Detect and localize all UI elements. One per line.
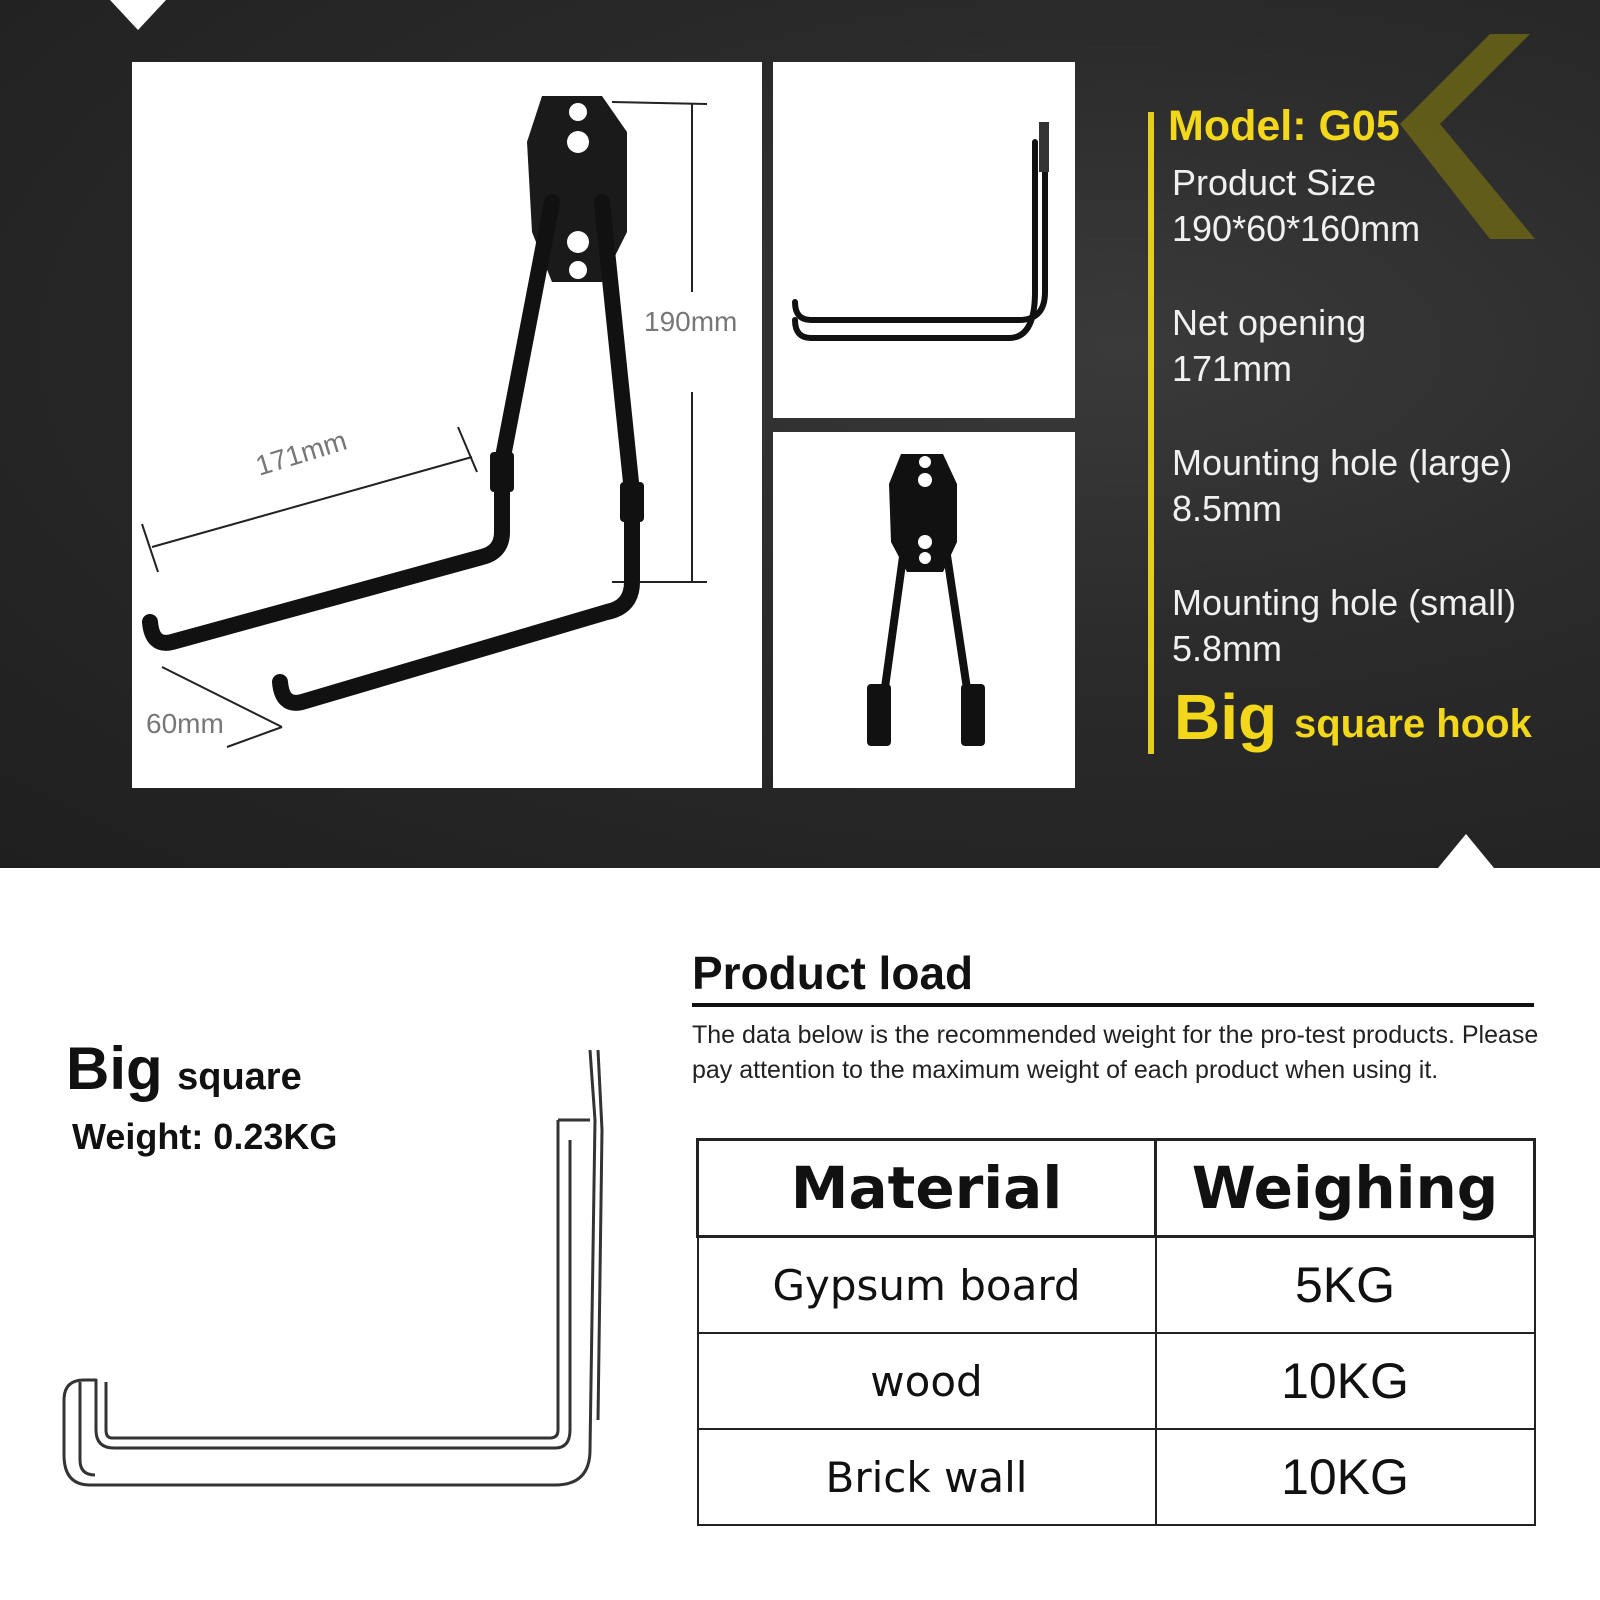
- height-dimension-label: 190mm: [644, 306, 738, 337]
- product-name-square: square: [177, 1056, 302, 1098]
- top-notch: [110, 0, 166, 30]
- header-material: Material: [698, 1140, 1156, 1237]
- hole-large-label: Mounting hole (large): [1172, 442, 1513, 483]
- model-label: Model: G05: [1168, 102, 1400, 150]
- weight-cell: 10KG: [1156, 1429, 1535, 1525]
- weight-cell: 5KG: [1156, 1237, 1535, 1334]
- product-name-big: Big: [66, 1035, 163, 1102]
- product-photo-dimensions: [132, 62, 762, 788]
- table-row: [698, 1333, 1535, 1429]
- load-table: [696, 1138, 1536, 1526]
- hole-large-value: 8.5mm: [1172, 488, 1283, 529]
- square-hook-label: square hook: [1294, 702, 1532, 746]
- product-size-label: Product Size: [1172, 162, 1377, 203]
- table-row: [698, 1429, 1535, 1525]
- product-size-value: 190*60*160mm: [1172, 208, 1421, 249]
- product-photo-side: [773, 62, 1075, 418]
- hook-illustration: [132, 62, 762, 788]
- table-header-row: [698, 1140, 1535, 1237]
- net-opening-value: 171mm: [1172, 348, 1293, 389]
- header-weighing: Weighing: [1156, 1140, 1535, 1237]
- material-cell: Gypsum board: [698, 1237, 1156, 1334]
- depth-dimension-label: 60mm: [146, 708, 224, 739]
- title-divider: [692, 1003, 1534, 1007]
- hole-small-label: Mounting hole (small): [1172, 582, 1517, 623]
- product-weight: Weight: 0.23KG: [72, 1116, 338, 1157]
- spec-accent-bar: [1148, 112, 1154, 754]
- table-row: [698, 1237, 1535, 1334]
- net-opening-label: Net opening: [1172, 302, 1367, 343]
- hook-outline-drawing: [50, 1030, 610, 1505]
- bottom-notch: [1438, 834, 1494, 868]
- product-load-title: Product load: [692, 947, 974, 999]
- material-cell: Brick wall: [698, 1429, 1156, 1525]
- big-label: Big: [1174, 681, 1278, 753]
- load-description: The data below is the recommended weight for the pro-test products. Please pay attention to the maximum weight of each product when using it.: [692, 1021, 1539, 1084]
- hole-small-value: 5.8mm: [1172, 628, 1283, 669]
- material-cell: wood: [698, 1333, 1156, 1429]
- product-photo-front: [773, 432, 1075, 788]
- width-dimension-label: 171mm: [252, 424, 351, 482]
- weight-cell: 10KG: [1156, 1333, 1535, 1429]
